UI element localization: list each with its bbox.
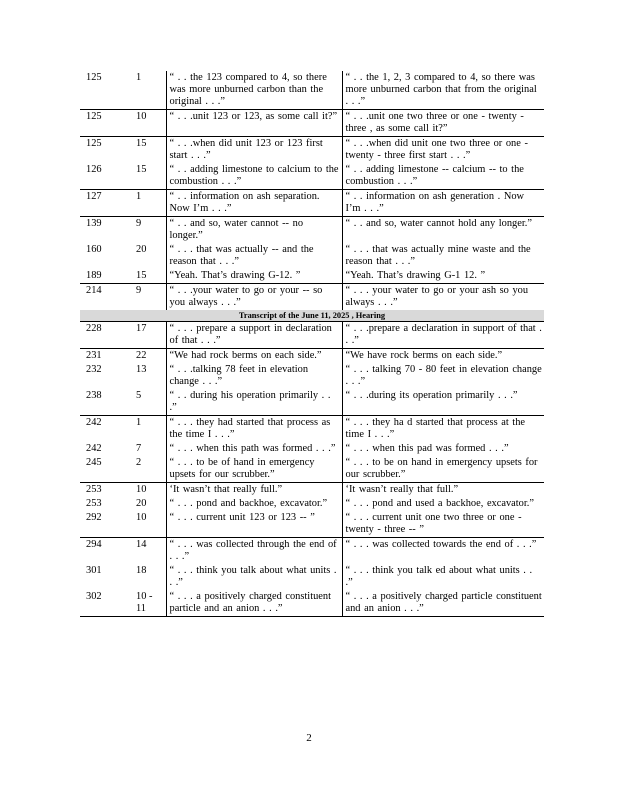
original-text-cell: “ . . . that was actually -- and the reason that . . .” [166, 243, 342, 269]
original-text-cell: “ . . .when did unit 123 or 123 first start . . .” [166, 137, 342, 164]
section-header-row [80, 310, 544, 322]
line-cell: 10 [136, 484, 147, 495]
corrected-text-cell: “ . . . that was actually mine waste and the reason that . . .” [342, 243, 544, 269]
line-cell: 1 [130, 190, 166, 217]
original-text-cell: “Yeah. That’s drawing G-12. ” [166, 269, 342, 284]
table-row [80, 456, 544, 483]
line-cell: 15 [130, 163, 166, 190]
table-row [80, 389, 544, 416]
corrected-text-cell: “ . . . when this pad was formed . . .” [342, 442, 544, 456]
table-row [80, 110, 544, 137]
original-text-cell: “ . . .your water to go or your -- so you always . . .” [166, 284, 342, 311]
line-cell: 20 [136, 498, 147, 509]
corrected-text-cell: “ . . . think you talk ed about what units . . .” [342, 564, 544, 590]
original-text-cell: “We had rock berms on each side.” [166, 349, 342, 364]
table-row [80, 483, 544, 498]
original-text-cell: “ . . . was collected through the end of . . .” [166, 538, 342, 565]
corrected-text-cell: “ . . the 1, 2, 3 compared to 4, so there was more unburned carbon that from the original . . .” [342, 71, 544, 110]
line-cell: 15 [130, 269, 166, 284]
corrected-text-cell: “ . . information on ash generation . Now I’m . . .” [342, 190, 544, 217]
corrected-text-cell: “We have rock berms on each side.” [342, 349, 544, 364]
page-cell: 253 [86, 484, 102, 495]
page-cell: 302 [80, 590, 130, 617]
corrected-text-cell: “ . . . your water to go or your ash so you always . . .” [342, 284, 544, 311]
page-cell: 245 [80, 456, 130, 483]
table-row [80, 564, 544, 590]
line-cell: 2 [130, 456, 166, 483]
corrected-text-cell: “ . . .when did unit one two three or one - twenty - three first start . . .” [342, 137, 544, 164]
page-cell: 253 [86, 498, 102, 509]
line-cell: 18 [136, 565, 147, 576]
page-cell: 301 [86, 565, 102, 576]
table-row [80, 190, 544, 217]
table-row [80, 71, 544, 110]
original-text-cell: “ . . . current unit 123 or 123 -- ” [166, 511, 342, 538]
line-cell: 5 [130, 389, 166, 416]
line-cell: 15 [136, 138, 147, 149]
corrected-text-cell: “Yeah. That’s drawing G-1 12. ” [342, 269, 544, 284]
table-row [80, 137, 544, 164]
original-text-cell: “ . . .unit 123 or 123, as some call it?” [166, 110, 342, 137]
corrected-text-cell: “ . . . to be on hand in emergency upsets for our scrubber.” [342, 456, 544, 483]
table-row [80, 416, 544, 443]
original-text-cell: “ . . and so, water cannot -- no longer.” [166, 217, 342, 244]
corrected-text-cell: “ . . .prepare a declaration in support of that . . .” [342, 322, 544, 349]
corrected-text-cell: “ . . .during its operation primarily . . .” [342, 389, 544, 416]
line-cell: 9 [136, 285, 142, 296]
line-cell: 10 [130, 110, 166, 137]
original-text-cell: “ . . the 123 compared to 4, so there was more unburned carbon than the original . . .” [166, 71, 342, 110]
table-row [80, 322, 544, 349]
corrected-text-cell: “ . . . talking 70 - 80 feet in elevation change . . .” [342, 363, 544, 389]
page-cell: 232 [86, 364, 102, 375]
original-text-cell: “ . . . a positively charged constituent particle and an anion . . .” [166, 590, 342, 617]
table-row [80, 497, 544, 511]
page-cell: 160 [86, 244, 102, 255]
page-cell: 125 [86, 138, 102, 149]
table-row [80, 217, 544, 244]
corrected-text-cell: “ . . . pond and used a backhoe, excavator.” [342, 497, 544, 511]
page-cell: 231 [86, 350, 102, 361]
section-header: Transcript of the June 11, 2025 , Hearing [80, 310, 544, 322]
original-text-cell: ‘It wasn’t that really full.” [166, 483, 342, 498]
table-row [80, 511, 544, 538]
table-row [80, 349, 544, 364]
original-text-cell: “ . . .talking 78 feet in elevation change . . .” [166, 363, 342, 389]
errata-table [80, 71, 544, 617]
table-row [80, 284, 544, 311]
line-cell: 10 [130, 511, 166, 538]
line-cell: 20 [136, 244, 147, 255]
original-text-cell: “ . . . to be of hand in emergency upsets for our scrubber.” [166, 456, 342, 483]
line-cell: 10 - 11 [130, 590, 166, 617]
page-cell: 189 [80, 269, 130, 284]
line-cell: 17 [130, 322, 166, 349]
line-cell: 9 [136, 218, 142, 229]
original-text-cell: “ . . . when this path was formed . . .” [166, 442, 342, 456]
page-cell: 125 [80, 110, 130, 137]
corrected-text-cell: “ . . adding limestone -- calcium -- to the combustion . . .” [342, 163, 544, 190]
corrected-text-cell: “ . . . they ha d started that process at the time I . . .” [342, 416, 544, 443]
line-cell: 1 [130, 71, 166, 110]
page-number: 2 [306, 732, 312, 744]
page-cell: 242 [86, 417, 102, 428]
table-row [80, 442, 544, 456]
line-cell: 22 [136, 350, 147, 361]
line-cell: 14 [136, 539, 147, 550]
page-cell: 292 [80, 511, 130, 538]
line-cell: 7 [136, 443, 142, 454]
page-cell: 238 [80, 389, 130, 416]
table-row [80, 363, 544, 389]
original-text-cell: “ . . . they had started that process as the time I . . .” [166, 416, 342, 443]
page-cell: 125 [80, 71, 130, 110]
page-cell: 126 [80, 163, 130, 190]
corrected-text-cell: “ . . . a positively charged particle constituent and an anion . . .” [342, 590, 544, 617]
line-cell: 13 [136, 364, 147, 375]
page-cell: 242 [86, 443, 102, 454]
page-cell: 139 [86, 218, 102, 229]
page-cell: 294 [86, 539, 102, 550]
original-text-cell: “ . . . prepare a support in declaration of that . . .” [166, 322, 342, 349]
page-cell: 127 [80, 190, 130, 217]
line-cell: 1 [136, 417, 142, 428]
original-text-cell: “ . . . think you talk about what units . . .” [166, 564, 342, 590]
corrected-text-cell: “ . . . current unit one two three or one - twenty - three -- ” [342, 511, 544, 538]
corrected-text-cell: “ . . .unit one two three or one - twenty - three , as some call it?” [342, 110, 544, 137]
corrected-text-cell: ‘It wasn’t really that full.” [342, 483, 544, 498]
original-text-cell: “ . . information on ash separation. Now I’m . . .” [166, 190, 342, 217]
original-text-cell: “ . . during his operation primarily . . .” [166, 389, 342, 416]
original-text-cell: “ . . adding limestone to calcium to the combustion . . .” [166, 163, 342, 190]
table-row [80, 163, 544, 190]
page-cell: 214 [86, 285, 102, 296]
page-cell: 228 [80, 322, 130, 349]
table-row [80, 590, 544, 617]
table-row [80, 243, 544, 269]
table-row [80, 269, 544, 284]
corrected-text-cell: “ . . and so, water cannot hold any longer.” [342, 217, 544, 244]
corrected-text-cell: “ . . . was collected towards the end of . . .” [342, 538, 544, 565]
original-text-cell: “ . . . pond and backhoe, excavator.” [166, 497, 342, 511]
table-row [80, 538, 544, 565]
